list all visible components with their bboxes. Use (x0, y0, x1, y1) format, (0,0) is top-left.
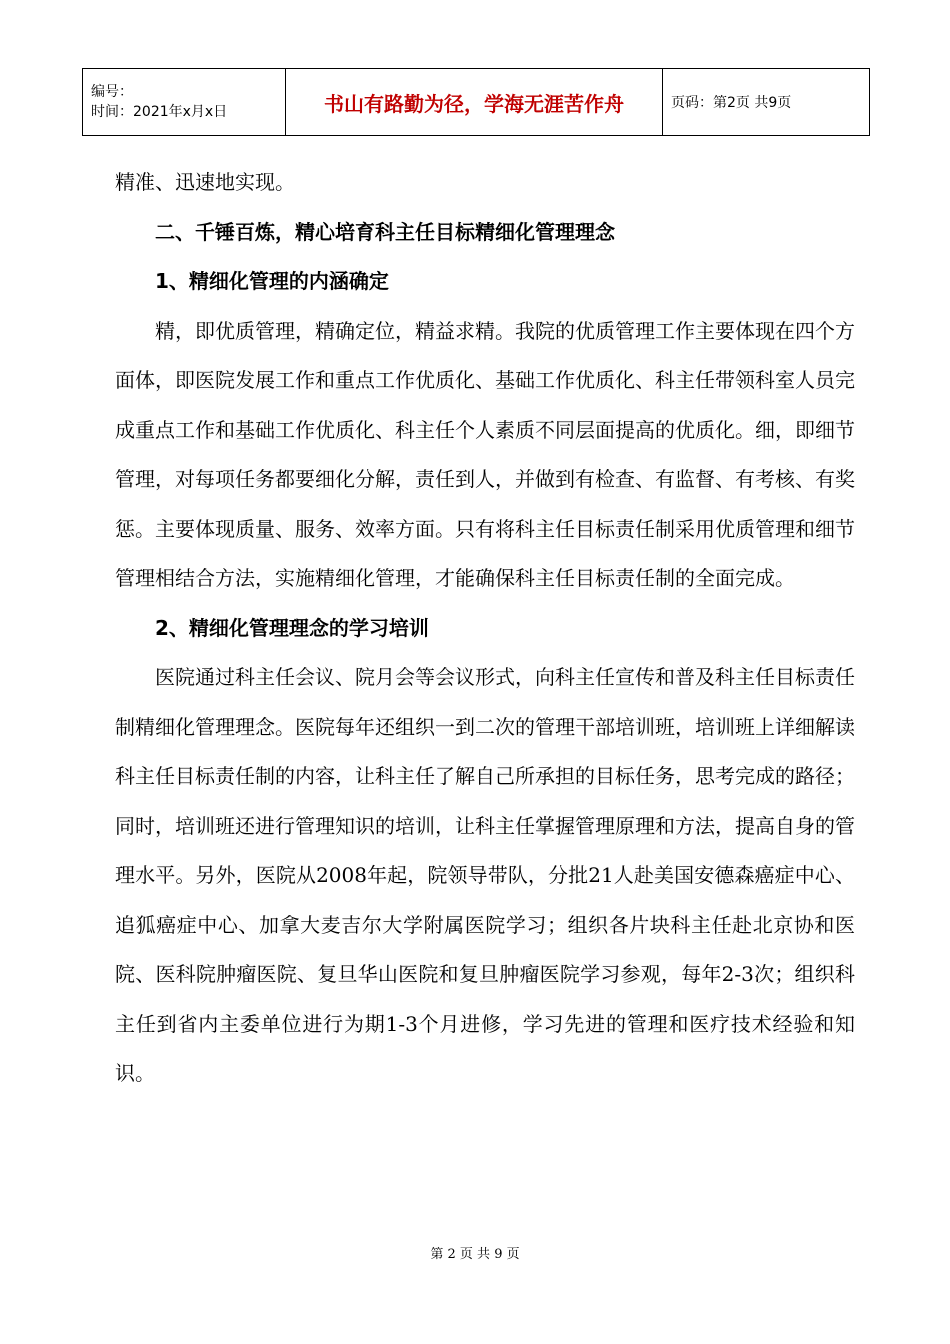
header-meta-cell (83, 69, 286, 136)
header-page-label: 页码：第2页 共9页 (663, 69, 870, 136)
section-heading: 二、千锤百炼，精心培育科主任目标精细化管理理念 (155, 219, 615, 244)
document-header (82, 68, 870, 136)
page-footer: 第 2 页 共 9 页 (430, 1247, 520, 1262)
document-time-label: 时间：2021年x月x日 (91, 104, 228, 120)
subsection-heading-2: 2、精细化管理理念的学习培训 (155, 615, 429, 640)
paragraph-continuation: 精准、迅速地实现。 (115, 170, 295, 194)
header-motto: 书山有路勤为径，学海无涯苦作舟 (286, 69, 663, 136)
document-body (115, 158, 855, 1099)
paragraph-training: 医院通过科主任会议、院月会等会议形式，向科主任宣传和普及科主任目标责任制精细化管理理念。医院每年还组织一到二次的管理干部培训班，培训班上详细解读科主任目标责任制的内容，让科主任了解自己所承担的目标任务，思考完成的路径；同时，培训班还进行管理知识的培训，让科主任掌握管理原理和方法，提高自身的管理水平。另外，医院从2008年起，院领导带队，分批21人赴美国安德森癌症中心、追狐癌症中心、加拿大麦吉尔大学附属医院学习；组织各片块科主任赴北京协和医院、医科院肿瘤医院、复旦华山医院和复旦肿瘤医院学习参观，每年2-3次；组织科主任到省内主委单位进行为期1-3个月进修，学习先进的管理和医疗技术经验和知识。 (115, 665, 855, 1085)
document-number-label: 编号： (91, 84, 133, 100)
paragraph-refinement-definition: 精，即优质管理，精确定位，精益求精。我院的优质管理工作主要体现在四个方面体，即医院发展工作和重点工作优质化、基础工作优质化、科主任带领科室人员完成重点工作和基础工作优质化、科主任个人素质不同层面提高的优质化。细，即细节管理，对每项任务都要细化分解，责任到人，并做到有检查、有监督、有考核、有奖惩。主要体现质量、服务、效率方面。只有将科主任目标责任制采用优质管理和细节管理相结合方法，实施精细化管理，才能确保科主任目标责任制的全面完成。 (115, 318, 855, 590)
subsection-heading-1: 1、精细化管理的内涵确定 (155, 269, 389, 293)
